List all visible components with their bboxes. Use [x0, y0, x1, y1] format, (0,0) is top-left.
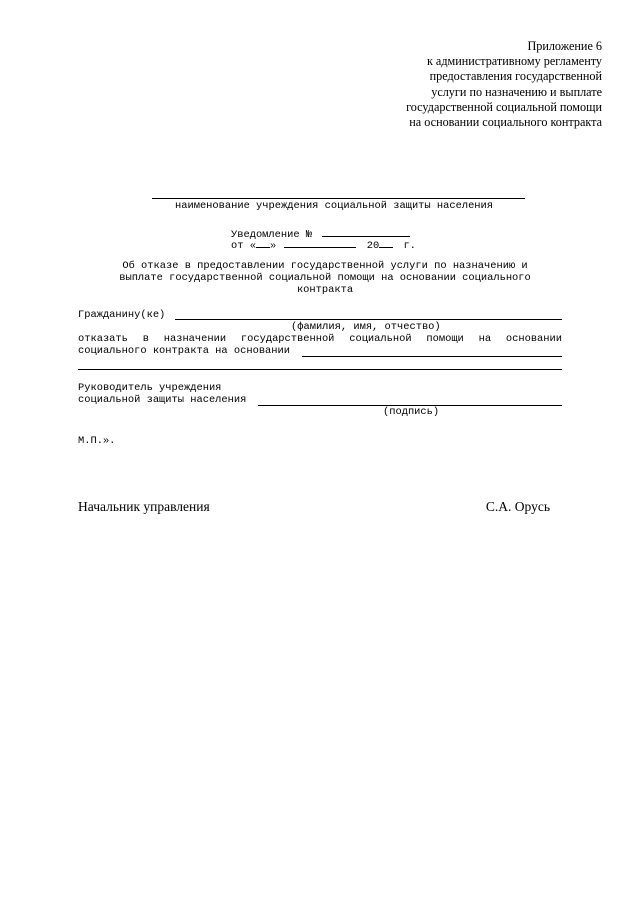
date-year-blank	[379, 237, 393, 248]
stamp-mark: М.П.».	[78, 435, 116, 447]
head-label-1: Руководитель учреждения	[78, 382, 222, 394]
notice-date-row	[231, 237, 416, 252]
date-day-blank	[256, 237, 270, 248]
basis-text: социального контракта на основании	[78, 345, 291, 357]
basis-row	[78, 345, 290, 357]
date-year-prefix: 20	[366, 240, 380, 252]
date-year-suffix: г.	[403, 240, 416, 252]
appendix-header	[406, 39, 602, 130]
institution-name-line	[152, 198, 525, 199]
citizen-label: Гражданину(ке)	[78, 309, 166, 321]
appendix-line: к административному регламенту	[426, 54, 602, 69]
appendix-line: государственной социальной помощи	[406, 99, 602, 114]
refuse-word: основании	[505, 333, 562, 345]
title-line: Об отказе в предоставлении государственной услуги по назначению и	[122, 260, 528, 272]
signatory-row	[78, 499, 550, 515]
refuse-word: государственной	[240, 333, 335, 345]
head-label-2: социальной защиты населения	[78, 394, 247, 406]
refuse-word: помощи	[426, 333, 464, 345]
signature-caption: (подпись)	[383, 406, 440, 418]
citizen-name-line	[175, 319, 562, 320]
refuse-word: на	[478, 333, 492, 345]
notice-label: Уведомление №	[231, 229, 313, 241]
appendix-line: на основании социального контракта	[409, 115, 602, 130]
title-line: выплате государственной социальной помощи на основании социального	[119, 272, 531, 285]
date-prefix: от «	[231, 240, 256, 252]
refuse-word: отказать	[78, 333, 128, 345]
notice-number-blank	[322, 226, 410, 237]
citizen-row	[78, 309, 165, 321]
citizen-caption: (фамилия, имя, отчество)	[291, 321, 441, 333]
title-line: контракта	[296, 284, 354, 297]
refuse-row	[78, 333, 562, 345]
signatory-position: Начальник управления	[78, 499, 210, 514]
appendix-line: предоставления государственной	[429, 69, 602, 84]
refuse-word: в	[142, 333, 149, 345]
institution-caption: наименование учреждения социальной защиты населения	[175, 200, 494, 212]
appendix-line: услуги по назначению и выплате	[431, 84, 602, 99]
signatory-name: С.А. Орусь	[485, 499, 550, 514]
date-month-blank	[284, 237, 356, 248]
appendix-line: Приложение 6	[527, 39, 602, 53]
basis-continuation-line	[78, 369, 562, 370]
date-day-close: »	[269, 240, 277, 252]
refuse-word: социальной	[349, 333, 412, 345]
refuse-word: назначении	[163, 333, 227, 345]
notice-title	[80, 260, 570, 297]
basis-line	[302, 356, 562, 357]
